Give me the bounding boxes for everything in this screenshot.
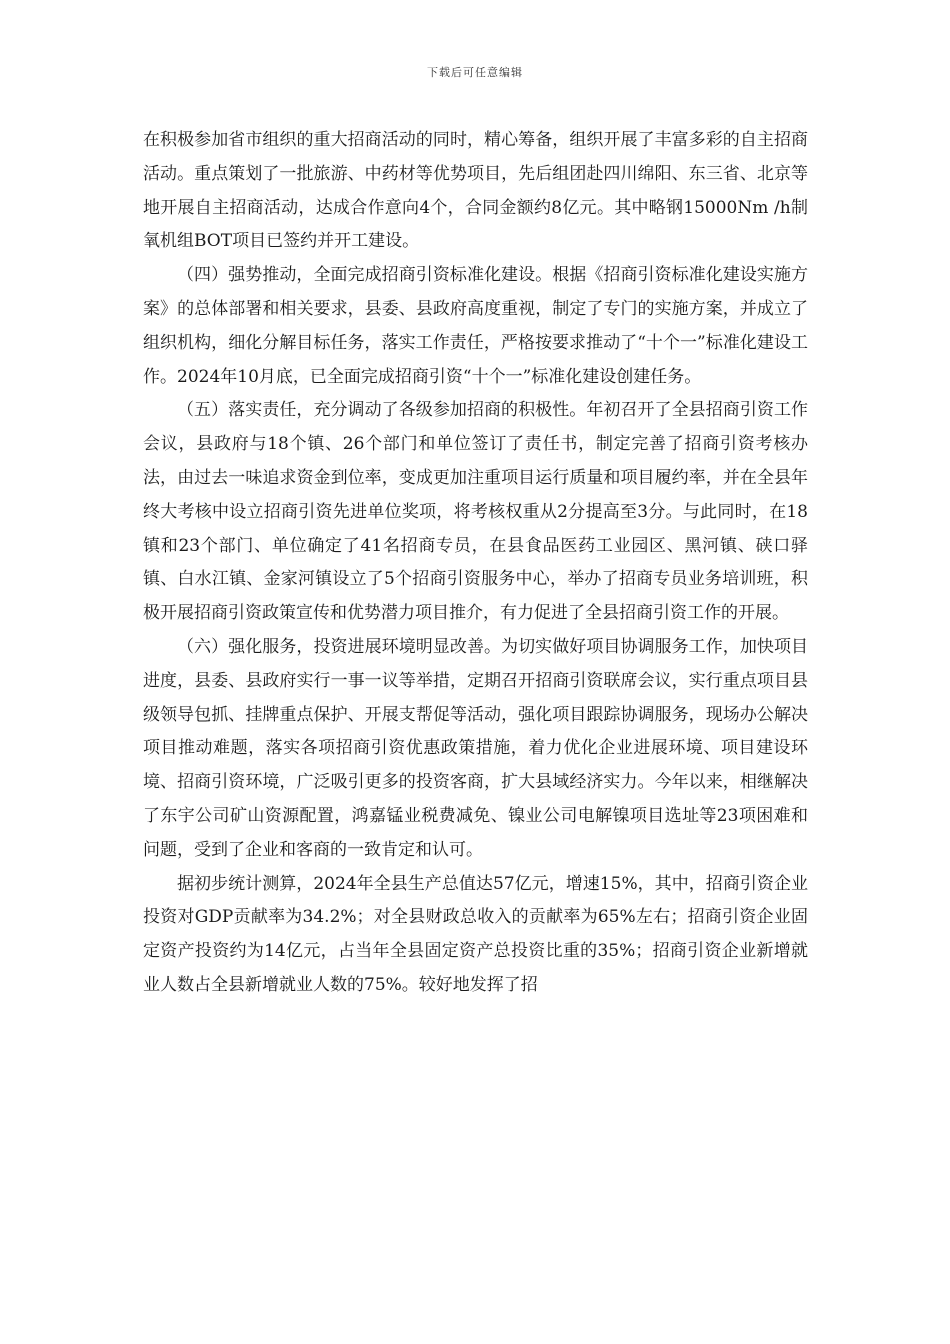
paragraph-section-5: （五）落实责任，充分调动了各级参加招商的积极性。年初召开了全县招商引资工作会议，县政府与18个镇、26个部门和单位签订了责任书，制定完善了招商引资考核办法，由过去一味追求资金到位率，变成更加注重项目运行质量和项目履约率，并在全县年终大考核中设立招商引资先进单位奖项，将考核权重从2分提高至3分。与此同时，在18镇和23个部门、单位确定了41名招商专员，在县食品医药工业园区、黑河镇、硖口驿镇、白水江镇、金家河镇设立了5个招商引资服务中心，举办了招商专员业务培训班，积极开展招商引资政策宣传和优势潜力项目推介，有力促进了全县招商引资工作的开展。 — [143, 400, 808, 624]
paragraph-statistics: 据初步统计测算，2024年全县生产总值达57亿元，增速15%，其中，招商引资企业投资对GDP贡献率为34.2%；对全县财政总收入的贡献率为65%左右；招商引资企业固定资产投资约为14亿元，占当年全县固定资产总投资比重的35%；招商引资企业新增就业人数占全县新增就业人数的75%。较好地发挥了招 — [143, 873, 808, 995]
document-body — [143, 124, 808, 1003]
page-header: 下载后可任意编辑 — [427, 66, 523, 79]
paragraph-section-4: （四）强势推动，全面完成招商引资标准化建设。根据《招商引资标准化建设实施方案》的总体部署和相关要求，县委、县政府高度重视，制定了专门的实施方案，并成立了组织机构，细化分解目标任务，落实工作责任，严格按要求推动了“十个一”标准化建设工作。2024年10月底，已全面完成招商引资“十个一”标准化建设创建任务。 — [143, 265, 808, 387]
paragraph-section-6: （六）强化服务，投资进展环境明显改善。为切实做好项目协调服务工作，加快项目进度，县委、县政府实行一事一议等举措，定期召开招商引资联席会议，实行重点项目县级领导包抓、挂牌重点保护、开展支帮促等活动，强化项目跟踪协调服务，现场办公解决项目推动难题，落实各项招商引资优惠政策措施，着力优化企业进展环境、项目建设环境、招商引资环境，广泛吸引更多的投资客商，扩大县域经济实力。今年以来，相继解决了东宇公司矿山资源配置，鸿嘉锰业税费减免、镍业公司电解镍项目选址等23项困难和问题，受到了企业和客商的一致肯定和认可。 — [143, 636, 808, 860]
paragraph-continuation: 在积极参加省市组织的重大招商活动的同时，精心筹备，组织开展了丰富多彩的自主招商活动。重点策划了一批旅游、中药材等优势项目，先后组团赴四川绵阳、东三省、北京等地开展自主招商活动，达成合作意向4个，合同金额约8亿元。其中略钢15000Nm /h制氧机组BOT项目已签约并开工建设。 — [143, 130, 808, 252]
